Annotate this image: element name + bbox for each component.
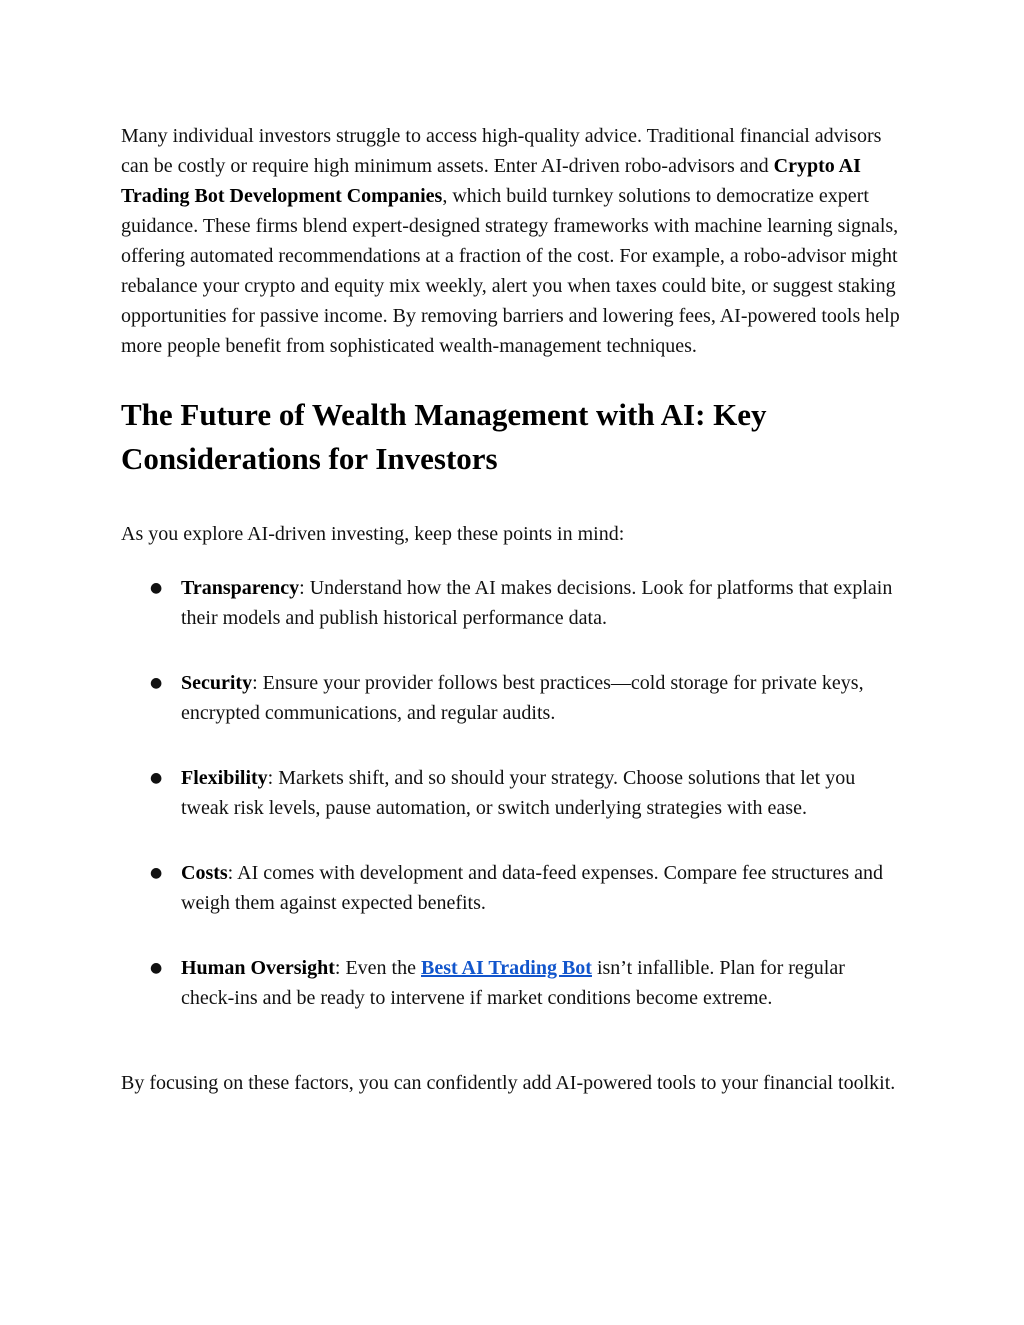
bullet-icon: ●	[150, 675, 163, 691]
term-transparency: Transparency	[181, 577, 300, 599]
bullet-icon: ●	[150, 580, 163, 596]
intro-text-part1: Many individual investors struggle to access high‑quality advice. Traditional financial advisors can be costly or require high minimum assets. Enter AI‑driven robo‑advisors and	[121, 125, 882, 177]
list-item-costs	[121, 858, 907, 918]
desc-costs: : AI comes with development and data‑feed expenses. Compare fee structures and weigh them against expected benefits.	[181, 862, 883, 914]
bullet-icon: ●	[150, 770, 163, 786]
bullet-icon: ●	[150, 865, 163, 881]
desc-security: : Ensure your provider follows best practices—cold storage for private keys, encrypted communications, and regular audits.	[181, 672, 864, 724]
intro-bold-companies: Crypto AI Trading Bot Development Companies	[121, 155, 861, 207]
list-item-transparency	[121, 573, 907, 633]
closing-paragraph: By focusing on these factors, you can confidently add AI‑powered tools to your financial toolkit.	[121, 1072, 896, 1094]
term-human-oversight: Human Oversight	[181, 957, 335, 979]
term-security: Security	[181, 672, 253, 694]
section-heading: The Future of Wealth Management with AI: Key Considerations for Investors	[121, 397, 767, 476]
best-ai-trading-bot-link[interactable]: Best AI Trading Bot	[421, 957, 592, 979]
term-flexibility: Flexibility	[181, 767, 268, 789]
desc-transparency: : Understand how the AI makes decisions. Look for platforms that explain their models and publish historical performance data.	[181, 577, 893, 629]
intro-text-part2: , which build turnkey solutions to democratize expert guidance. These firms blend expert‑designed strategy frameworks with machine learning signals, offering automated recommendations at a fraction of the cost. For example, a robo‑advisor might rebalance your crypto and equity mix weekly, alert you when taxes could bite, or suggest staking opportunities for passive income. By removing barriers and lowering fees, AI‑powered tools help more people benefit from sophisticated wealth‑management techniques.	[121, 185, 900, 357]
desc-human-oversight-after: isn’t infallible. Plan for regular check‑ins and be ready to intervene if market conditions become extreme.	[181, 957, 845, 1009]
term-costs: Costs	[181, 862, 228, 884]
desc-flexibility: : Markets shift, and so should your strategy. Choose solutions that let you tweak risk levels, pause automation, or switch underlying strategies with ease.	[181, 767, 856, 819]
lead-paragraph: As you explore AI‑driven investing, keep these points in mind:	[121, 523, 625, 545]
considerations-list	[121, 573, 907, 1013]
intro-paragraph	[121, 121, 907, 361]
document-page	[121, 121, 907, 1098]
list-item-flexibility	[121, 763, 907, 823]
bullet-icon: ●	[150, 960, 163, 976]
desc-human-oversight-before: : Even the	[334, 957, 421, 979]
list-item-security	[121, 668, 907, 728]
list-item-human-oversight	[121, 953, 907, 1013]
